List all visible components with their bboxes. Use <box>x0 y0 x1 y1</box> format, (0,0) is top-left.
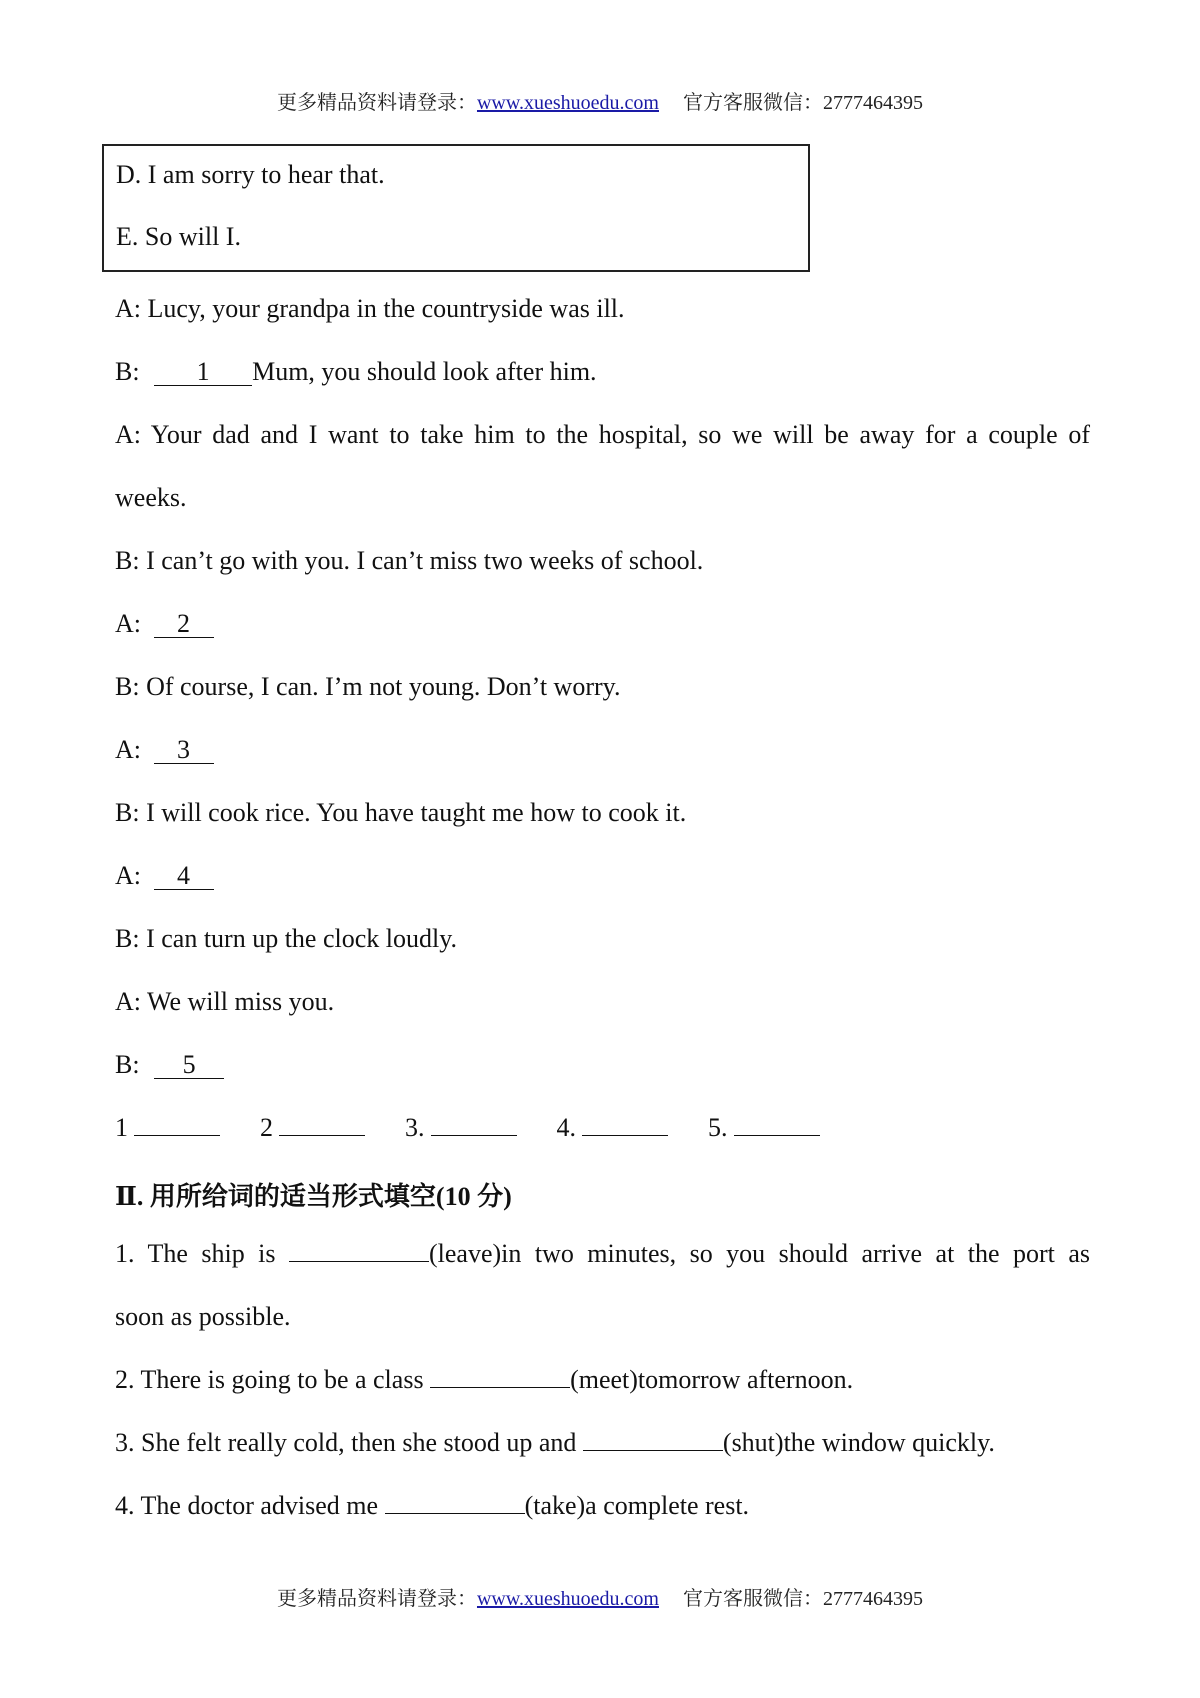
fill-blank[interactable] <box>289 1239 429 1262</box>
section-title: Ⅱ. 用所给词的适当形式填空(10 分) <box>115 1182 512 1211</box>
answer-blank[interactable] <box>279 1113 365 1136</box>
fill-blank[interactable] <box>430 1365 570 1388</box>
answer-item: 3. <box>405 1113 517 1143</box>
dialogue-text: Mum, you should look after him. <box>252 357 597 386</box>
header-service: 官方客服微信：2777464395 <box>683 92 923 114</box>
footer-link[interactable]: www.xueshuoedu.com <box>476 1588 659 1610</box>
answer-item: 2 <box>260 1113 365 1143</box>
option-e: E. So will I. <box>116 222 241 251</box>
numbered-blank: 2 <box>154 611 214 638</box>
dialogue-line <box>115 987 334 1017</box>
options-box <box>102 144 810 272</box>
numbered-blank: 5 <box>154 1052 224 1079</box>
fill-blank[interactable] <box>385 1491 525 1514</box>
header-prefix: 更多精品资料请登录： <box>276 92 477 114</box>
dialogue-text: I can turn up the clock loudly. <box>139 924 458 953</box>
answer-item: 4. <box>557 1113 669 1143</box>
exercise-continuation: soon as possible. <box>115 1302 291 1331</box>
fill-blank[interactable] <box>583 1428 723 1451</box>
answer-blank[interactable] <box>134 1113 220 1136</box>
answer-item: 5. <box>708 1113 820 1143</box>
answer-blank[interactable] <box>734 1113 820 1136</box>
exercise-item: 1. The ship is (leave)in two minutes, so you should arrive at the port as <box>115 1239 1090 1268</box>
dialogue-continuation: weeks. <box>115 483 187 512</box>
answer-row <box>115 1113 860 1143</box>
dialogue-text: Of course, I can. I’m not young. Don’t worry. <box>139 672 621 701</box>
speaker: B: <box>115 546 140 575</box>
answer-item: 1 <box>115 1113 220 1143</box>
option-d: D. I am sorry to hear that. <box>116 160 385 189</box>
footer-prefix: 更多精品资料请登录： <box>276 1588 477 1610</box>
page-header <box>0 86 1200 115</box>
dialogue-text: Lucy, your grandpa in the countryside was ill. <box>141 294 625 323</box>
dialogue-line <box>115 861 214 891</box>
exercise-item: 3. She felt really cold, then she stood up and (shut)the window quickly. <box>115 1428 995 1457</box>
answer-blank[interactable] <box>431 1113 517 1136</box>
dialogue-text: We will miss you. <box>141 987 335 1016</box>
speaker: A: <box>115 609 141 638</box>
answer-blank[interactable] <box>582 1113 668 1136</box>
speaker: A: <box>115 987 141 1016</box>
dialogue-line <box>115 672 620 702</box>
dialogue-line <box>115 924 457 954</box>
dialogue-text: I can’t go with you. I can’t miss two weeks of school. <box>139 546 704 575</box>
speaker: A: <box>115 294 141 323</box>
dialogue-line <box>115 1050 224 1080</box>
speaker: B: <box>115 798 140 827</box>
page-footer <box>0 1582 1200 1611</box>
dialogue-line <box>115 420 1090 450</box>
dialogue-text: Your dad and I want to take him to the hospital, so we will be away for a couple of <box>141 420 1090 449</box>
footer-service: 官方客服微信：2777464395 <box>683 1588 923 1610</box>
numbered-blank: 4 <box>154 863 214 890</box>
speaker: A: <box>115 420 141 449</box>
exercise-item: 4. The doctor advised me (take)a complete rest. <box>115 1491 750 1520</box>
exercise-item: 2. There is going to be a class (meet)tomorrow afternoon. <box>115 1365 854 1394</box>
dialogue-line <box>115 798 686 828</box>
numbered-blank: 3 <box>154 737 214 764</box>
dialogue-line <box>115 357 597 387</box>
speaker: B: <box>115 357 140 386</box>
speaker: B: <box>115 1050 140 1079</box>
speaker: B: <box>115 924 140 953</box>
dialogue-line <box>115 609 214 639</box>
numbered-blank: 1 <box>154 359 252 386</box>
speaker: A: <box>115 735 141 764</box>
speaker: A: <box>115 861 141 890</box>
dialogue-text: I will cook rice. You have taught me how to cook it. <box>139 798 687 827</box>
dialogue-line <box>115 546 703 576</box>
speaker: B: <box>115 672 140 701</box>
dialogue-line <box>115 735 214 765</box>
header-link[interactable]: www.xueshuoedu.com <box>476 92 659 114</box>
dialogue-line <box>115 294 625 324</box>
